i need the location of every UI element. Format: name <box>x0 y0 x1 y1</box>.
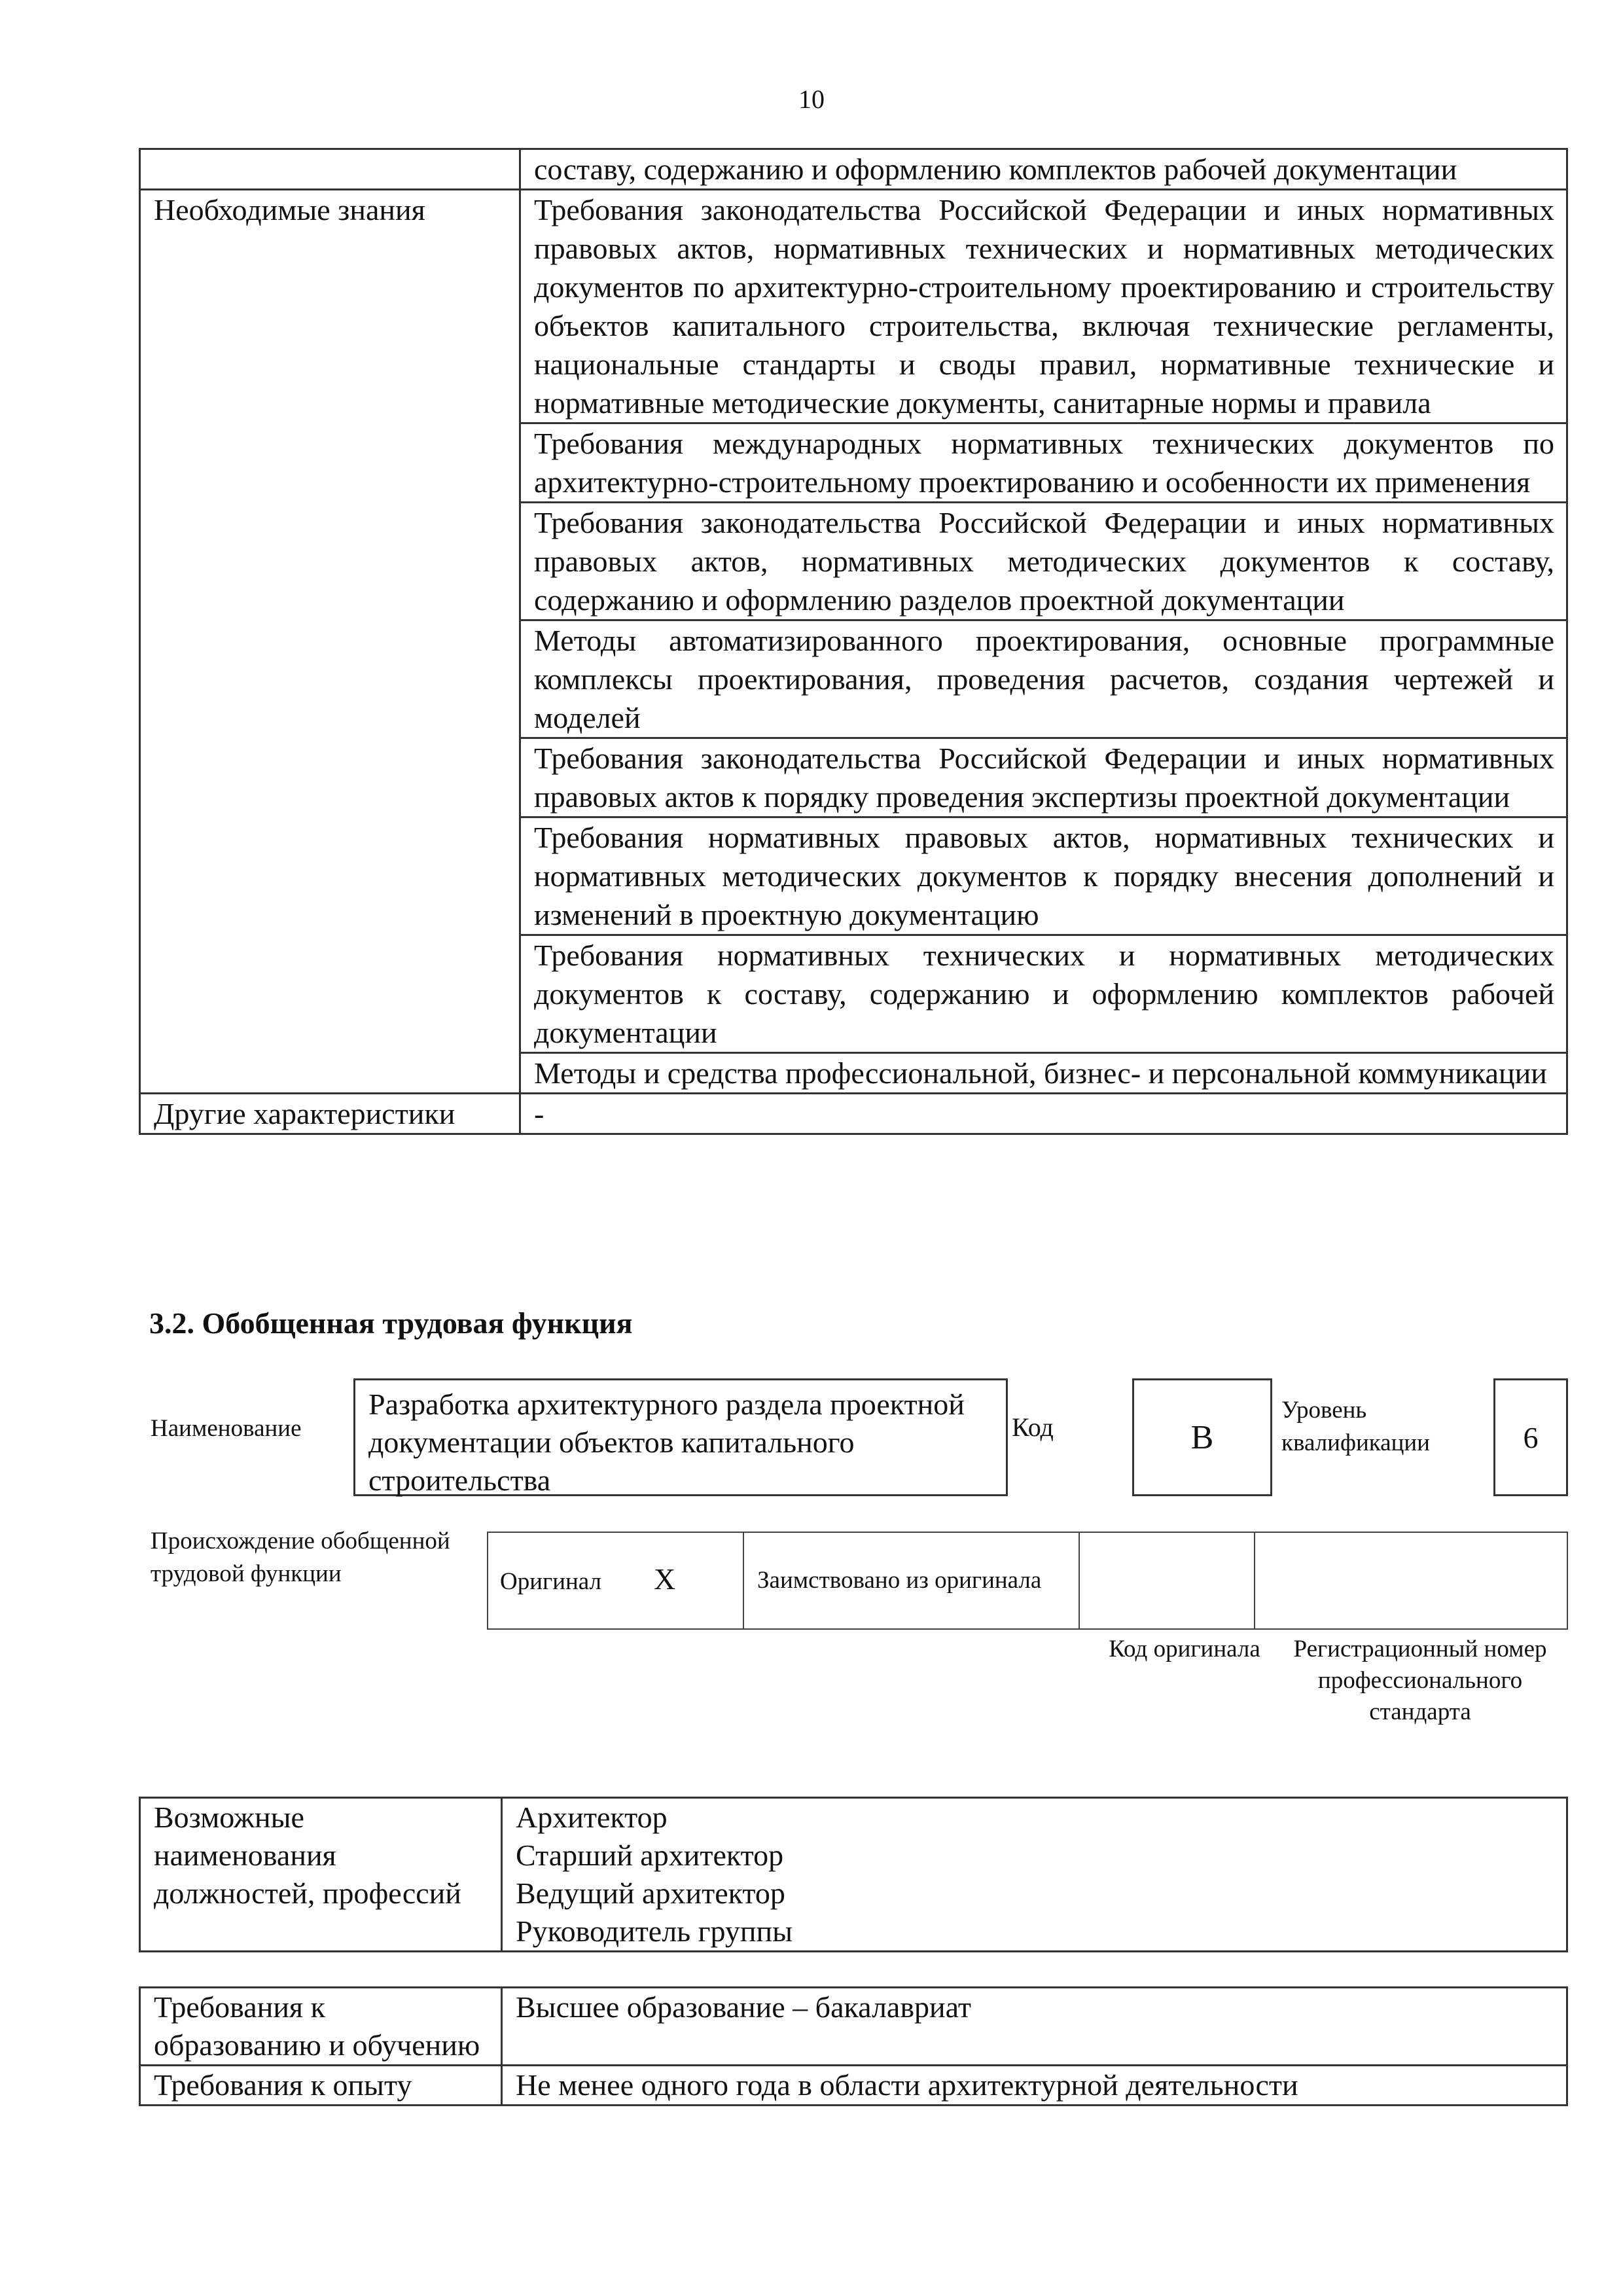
original-cell <box>488 1532 743 1629</box>
code-label: Код <box>1012 1412 1054 1442</box>
knowledge-item: Методы и средства профессиональной, бизнес- и персональной коммуникации <box>520 1053 1567 1094</box>
list-item: Старший архитектор <box>516 1839 784 1872</box>
registration-number-cell <box>1255 1532 1567 1629</box>
knowledge-table <box>139 148 1568 1135</box>
table-row <box>140 1798 1567 1952</box>
original-label: Оригинал <box>500 1568 602 1595</box>
table-row <box>140 2066 1567 2106</box>
other-characteristics-value: - <box>520 1094 1567 1134</box>
code-box: В <box>1132 1378 1272 1496</box>
other-characteristics-label: Другие характеристики <box>140 1094 520 1134</box>
requirements-table <box>139 1986 1568 2106</box>
knowledge-item: Требования законодательства Российской Федерации и иных нормативных правовых актов, нормативных технических и нормативных методических документов по архитектурно-строительному проектированию и строительству объектов капитального строительства, включая технические регламенты, национальные стандарты и своды правил, нормативные технические и нормативные методические документы, санитарные нормы и правила <box>520 190 1567 423</box>
knowledge-item: Требования нормативных технических и нормативных методических документов к составу, содержанию и оформлению комплектов рабочей документации <box>520 935 1567 1053</box>
origin-table <box>487 1532 1568 1630</box>
experience-label: Требования к опыту <box>140 2066 502 2106</box>
knowledge-item: Требования законодательства Российской Федерации и иных нормативных правовых актов, нормативных методических документов к составу, содержанию и оформлению разделов проектной документации <box>520 503 1567 620</box>
continuation-cell: составу, содержанию и оформлению комплектов рабочей документации <box>520 149 1567 190</box>
knowledge-item: Требования законодательства Российской Федерации и иных нормативных правовых актов к порядку проведения экспертизы проектной документации <box>520 738 1567 817</box>
table-row <box>140 149 1567 190</box>
education-label: Требования к образованию и обучению <box>140 1988 502 2066</box>
education-value: Высшее образование – бакалавриат <box>502 1988 1567 2066</box>
table-row <box>140 190 1567 423</box>
positions-list <box>502 1798 1567 1952</box>
borrowed-cell: Заимствовано из оригинала <box>743 1532 1079 1629</box>
empty-cell <box>140 149 520 190</box>
origin-label: Происхождение обобщенной трудовой функции <box>151 1528 450 1587</box>
positions-table <box>139 1797 1568 1952</box>
list-item: Ведущий архитектор <box>516 1876 785 1910</box>
original-mark: X <box>654 1562 676 1596</box>
knowledge-item: Требования международных нормативных технических документов по архитектурно-строительному проектированию и особенности их применения <box>520 423 1567 503</box>
name-label: Наименование <box>151 1415 302 1442</box>
qualification-level-label: Уровень квалификации <box>1281 1397 1430 1456</box>
list-item: Архитектор <box>516 1801 668 1834</box>
registration-number-caption: Регистрационный номер профессионального стандарта <box>1293 1636 1547 1725</box>
section-heading: 3.2. Обобщенная трудовая функция <box>149 1306 633 1340</box>
positions-label: Возможные наименования должностей, профессий <box>140 1798 502 1952</box>
list-item: Руководитель группы <box>516 1914 793 1948</box>
original-code-cell <box>1079 1532 1255 1629</box>
table-row <box>488 1532 1567 1629</box>
original-code-caption: Код оригинала <box>1109 1636 1260 1662</box>
knowledge-label: Необходимые знания <box>140 190 520 1094</box>
knowledge-item: Методы автоматизированного проектирования, основные программные комплексы проектирования, проведения расчетов, создания чертежей и моделей <box>520 620 1567 738</box>
function-name-box: Разработка архитектурного раздела проектной документации объектов капитального строительства <box>353 1378 1008 1496</box>
page-number: 10 <box>798 84 825 114</box>
knowledge-item: Требования нормативных правовых актов, нормативных технических и нормативных методических документов к порядку внесения дополнений и изменений в проектную документацию <box>520 817 1567 935</box>
qualification-level-box: 6 <box>1493 1378 1568 1496</box>
table-row <box>140 1094 1567 1134</box>
table-row <box>140 1988 1567 2066</box>
experience-value: Не менее одного года в области архитектурной деятельности <box>502 2066 1567 2106</box>
